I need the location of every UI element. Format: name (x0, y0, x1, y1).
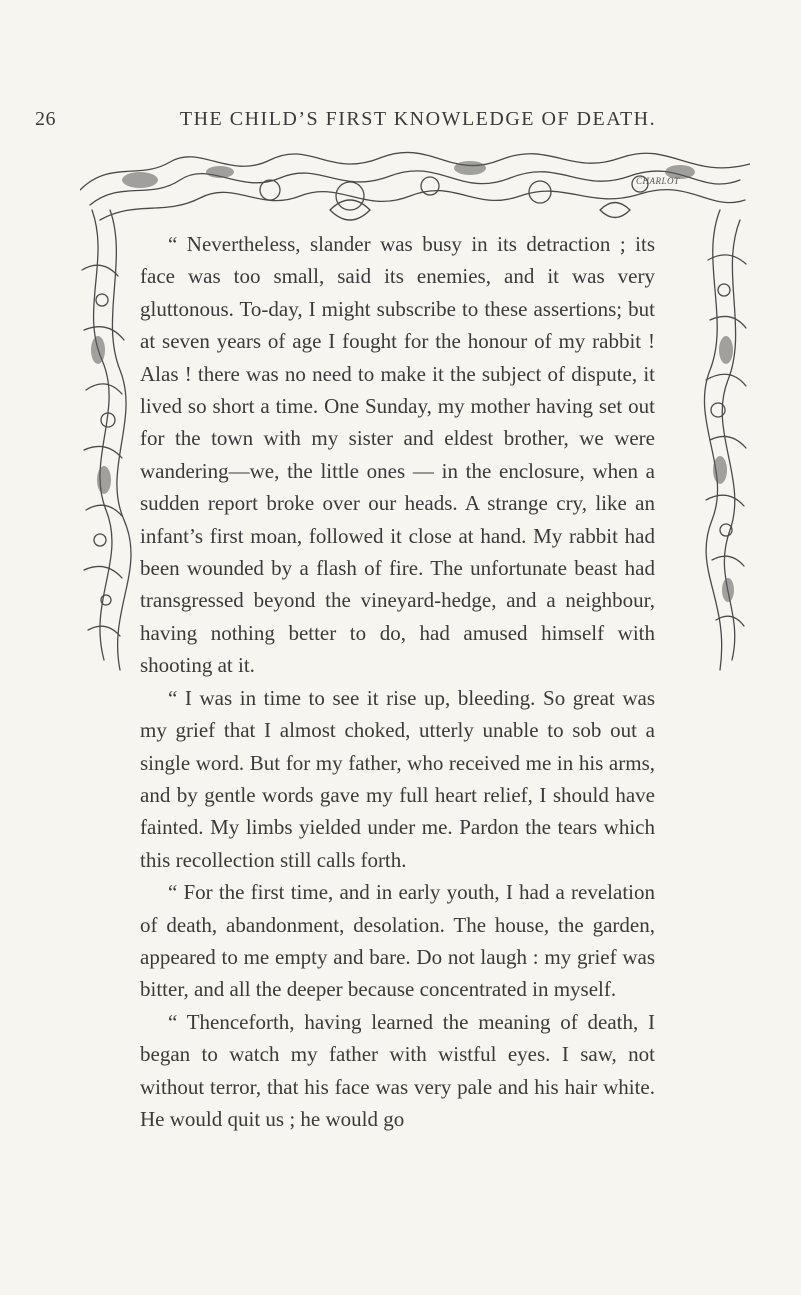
paragraph: “ Nevertheless, slander was busy in its detraction ; its face was too small, said its enemies, and it was very gluttonous. To-day, I might subscribe to these assertions; but at seven years of age I fought for the honour of my rabbit ! Alas ! there was no need to make it the subject of dispute, it lived so short a time. One Sunday, my mother having set out for the town with my sister and eldest brother, we were wandering—we, the little ones — in the enclosure, when a sudden report broke over our heads. A strange cry, like an infant’s first moan, followed it close at hand. My rabbit had been wounded by a flash of fire. The unfortunate beast had transgressed beyond the vineyard-hedge, and a neighbour, having nothing better to do, had amused himself with shooting at it. (140, 232, 655, 678)
illustration-signature: CHARLOT (636, 176, 680, 186)
running-title: THE CHILD’S FIRST KNOWLEDGE OF DEATH. (179, 108, 657, 130)
paragraph: “ I was in time to see it rise up, bleeding. So great was my grief that I almost choked, utterly unable to sob out a single word. But for my father, who received me in his arms, and by gentle words gave my full heart relief, I should have fainted. My limbs yielded under me. Pardon the tears which this recollection still calls forth. (140, 685, 655, 872)
paragraph: “ Thenceforth, having learned the meaning of death, I began to watch my father with wistful eyes. I saw, not without terror, that his face was very pale and his hair white. He would quit us ; he would go (140, 1009, 655, 1131)
page-header (0, 108, 801, 138)
body-text (140, 228, 655, 1135)
paragraph: “ For the first time, and in early youth, I had a revelation of death, abandonment, desolation. The house, the garden, appeared to me empty and bare. Do not laugh : my grief was bitter, and all the deeper because concentrated in myself. (140, 880, 655, 1002)
page-number: 26 (35, 108, 56, 130)
